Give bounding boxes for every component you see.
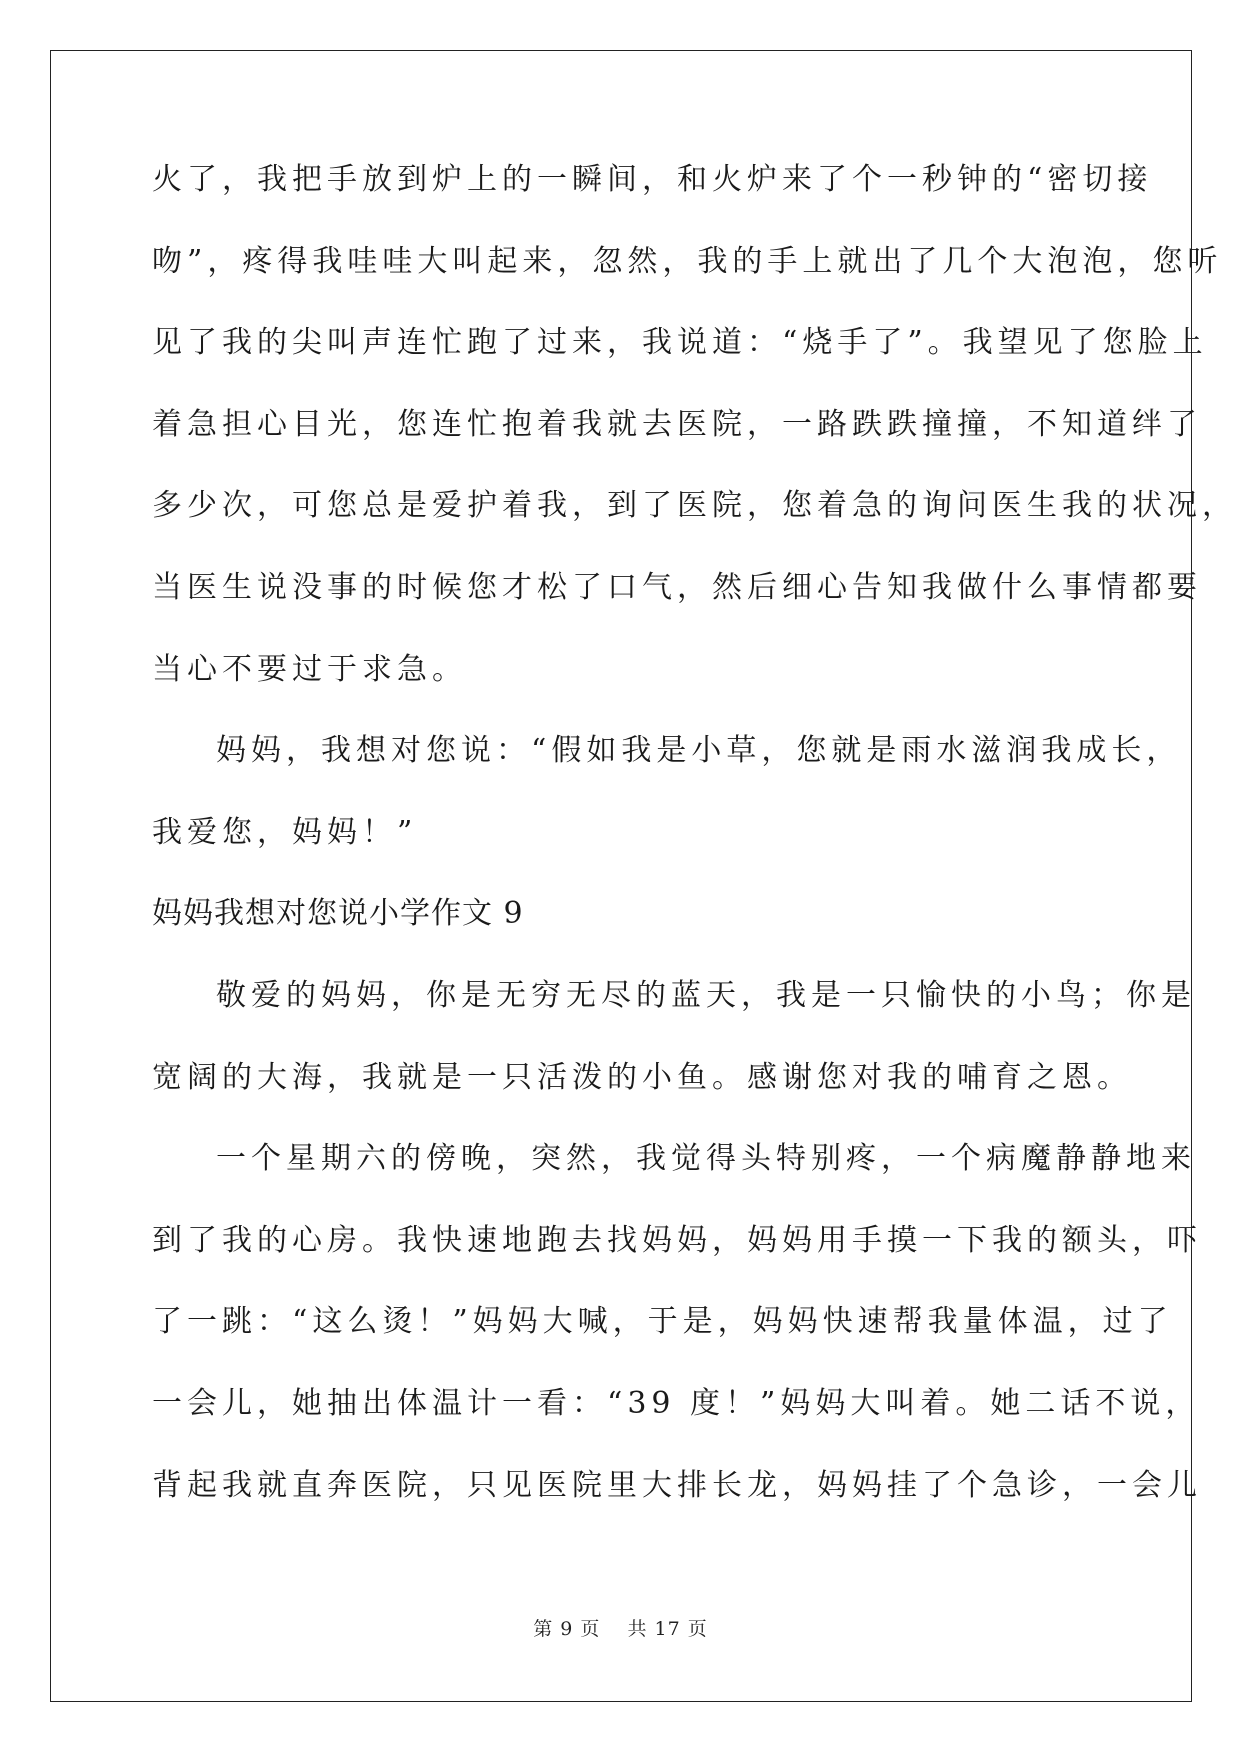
text-line: 一个星期六的傍晚，突然，我觉得头特别疼，一个病魔静静地来: [216, 1141, 1196, 1177]
text-line: 了一跳：“这么烫！”妈妈大喊，于是，妈妈快速帮我量体温，过了: [152, 1304, 1173, 1340]
page-total: 共 17 页: [627, 1618, 708, 1640]
text-line: 火了，我把手放到炉上的一瞬间，和火炉来了个一秒钟的“密切接: [152, 162, 1153, 197]
text-line: 背起我就直奔医院，只见医院里大排长龙，妈妈挂了个急诊，一会儿: [152, 1467, 1202, 1503]
text-line: 到了我的心房。我快速地跑去找妈妈，妈妈用手摸一下我的额头，吓: [152, 1222, 1202, 1258]
text-line: 当医生说没事的时候您才松了口气，然后细心告知我做什么事情都要: [152, 569, 1202, 605]
page-number: 第 9 页: [533, 1618, 601, 1640]
text-line: 当心不要过于求急。: [152, 651, 467, 687]
text-line: 多少次，可您总是爱护着我，到了医院，您着急的询问医生我的状况，: [152, 488, 1237, 524]
text-line: 妈妈，我想对您说：“假如我是小草，您就是雨水滋润我成长，: [216, 733, 1182, 769]
text-line: 见了我的尖叫声连忙跑了过来，我说道：“烧手了”。我望见了您脸上: [152, 325, 1208, 361]
page-footer: [0, 1614, 1241, 1641]
text-line: 我爱您，妈妈！”: [152, 814, 418, 850]
text-line: 敬爱的妈妈，你是无穷无尽的蓝天，我是一只愉快的小鸟；你是: [216, 977, 1196, 1013]
text-line: 着急担心目光，您连忙抱着我就去医院，一路跌跌撞撞，不知道绊了: [152, 406, 1202, 442]
text-line: 宽阔的大海，我就是一只活泼的小鱼。感谢您对我的哺育之恩。: [152, 1059, 1132, 1095]
document-body: [152, 162, 1237, 1549]
text-line: 吻”，疼得我哇哇大叫起来，忽然，我的手上就出了几个大泡泡，您听: [152, 243, 1223, 279]
section-heading: 妈妈我想对您说小学作文 9: [152, 896, 524, 932]
text-line: 一会儿，她抽出体温计一看：“39 度！”妈妈大叫着。她二话不说，: [152, 1385, 1201, 1421]
